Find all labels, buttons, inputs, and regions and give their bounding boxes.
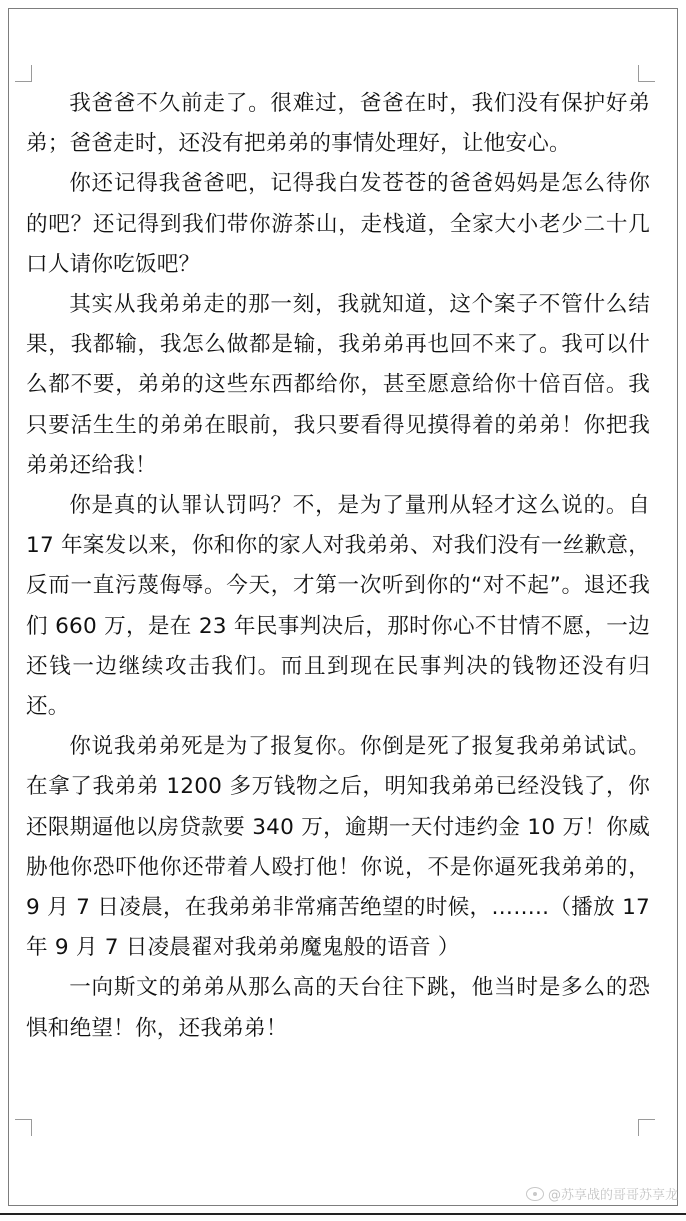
watermark bbox=[526, 1184, 678, 1203]
bottom-divider bbox=[0, 1213, 686, 1215]
paragraph-1: 我爸爸不久前走了。很难过，爸爸在时，我们没有保护好弟弟；爸爸走时，还没有把弟弟的事情处理好，让他安心。 bbox=[26, 91, 650, 157]
paragraph-3: 其实从我弟弟走的那一刻，我就知道，这个案子不管什么结果，我都输，我怎么做都是输，我弟弟再也回不来了。我可以什么都不要，弟弟的这些东西都给你，甚至愿意给你十倍百倍。我只要活生生的弟弟在眼前，我只要看得见摸得着的弟弟！你把我弟弟还给我！ bbox=[26, 292, 650, 478]
paragraph-4: 你是真的认罪认罚吗？不，是为了量刑从轻才这么说的。自 17 年案发以来，你和你的家人对我弟弟、对我们没有一丝歉意，反而一直污蔑侮辱。今天，才第一次听到你的“对不起”。退还我们 660 万，是在 23 年民事判决后，那时你心不甘情不愿，一边还钱一边继续攻击我们。而且到现在民事判决的钱物还没有归还。 bbox=[26, 493, 650, 720]
paragraph-5: 你说我弟弟死是为了报复你。你倒是死了报复我弟弟试试。在拿了我弟弟 1200 多万钱物之后，明知我弟弟已经没钱了，你还限期逼他以房贷款要 340 万，逾期一天付违约金 10 万！你威胁他你恐吓他你还带着人殴打他！你说，不是你逼死我弟弟的，9 月 7 日凌晨，在我弟弟非常痛苦绝望的时候，……..（播放 17 年 9 月 7 日凌晨翟对我弟弟魔鬼般的语音 ） bbox=[26, 734, 650, 961]
margin-mark-bottom-right bbox=[638, 1119, 655, 1136]
margin-mark-top-right bbox=[638, 65, 655, 82]
watermark-text: @苏享战的哥哥苏享龙 bbox=[547, 1188, 678, 1203]
document-body bbox=[26, 84, 650, 1049]
paragraph-6: 一向斯文的弟弟从那么高的天台往下跳，他当时是多么的恐惧和绝望！你，还我弟弟！ bbox=[26, 975, 650, 1041]
margin-mark-top-left bbox=[15, 65, 32, 82]
margin-mark-bottom-left bbox=[15, 1119, 32, 1136]
weibo-icon bbox=[526, 1187, 544, 1201]
paragraph-2: 你还记得我爸爸吧，记得我白发苍苍的爸爸妈妈是怎么待你的吧？还记得到我们带你游茶山，走栈道，全家大小老少二十几口人请你吃饭吧？ bbox=[26, 171, 650, 277]
